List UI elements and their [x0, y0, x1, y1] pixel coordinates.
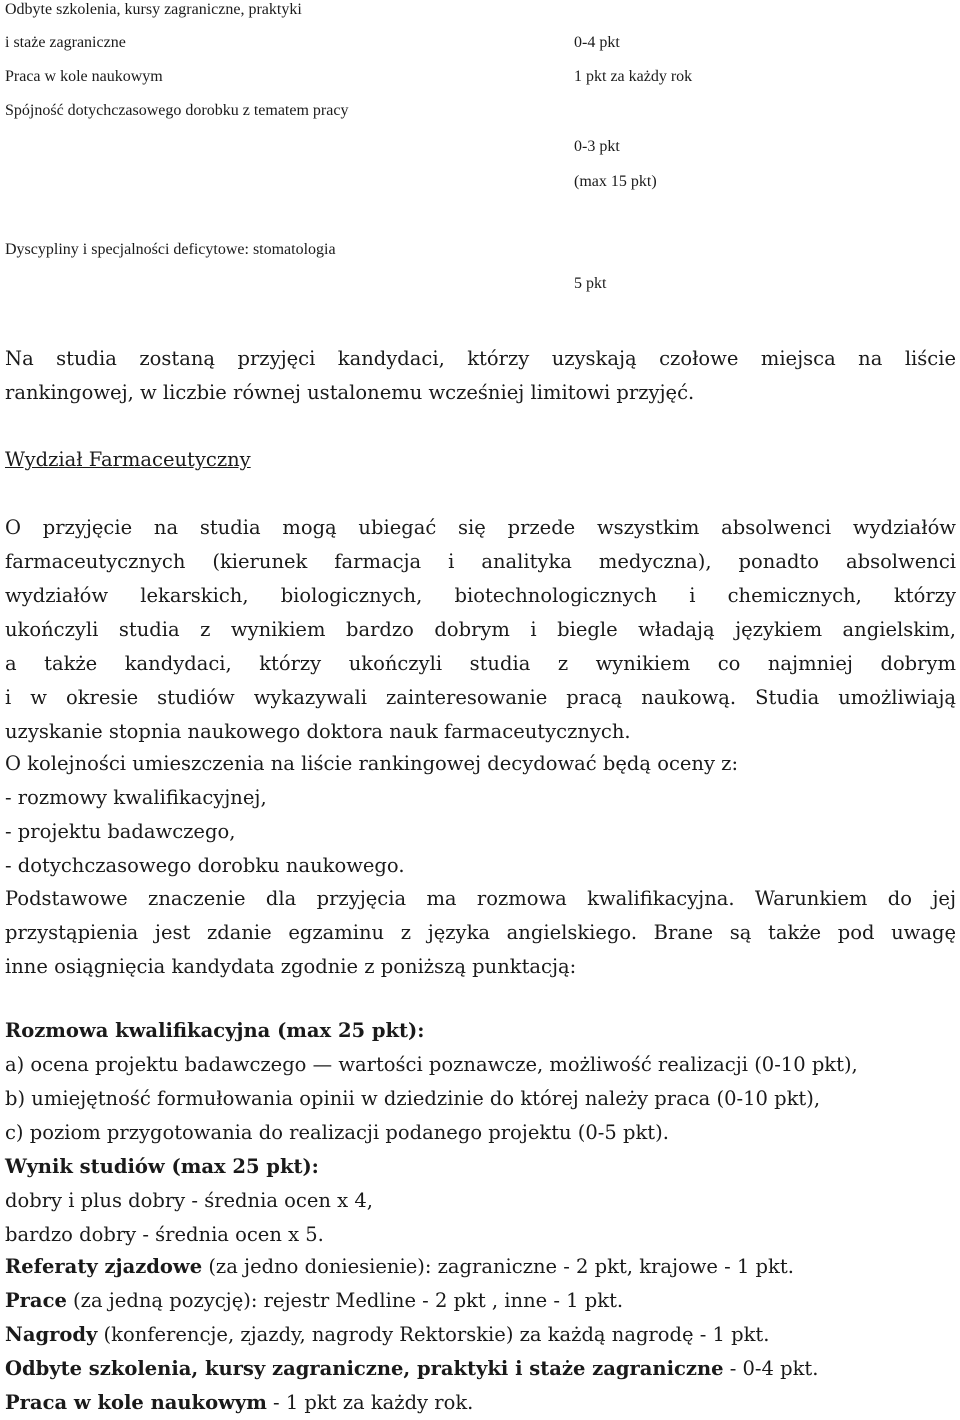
scoring-item-detail: (za jedno doniesienie): zagraniczne - 2 pkt, krajowe - 1 pkt. [202, 1255, 794, 1278]
interview-item: a) ocena projektu badawczego — wartości poznawcze, możliwość realizacji (0-10 pkt), [5, 1053, 858, 1076]
scoring-item-title: Praca w kole naukowym [5, 1391, 267, 1414]
interview-heading: Rozmowa kwalifikacyjna (max 25 pkt): [5, 1019, 425, 1042]
scoring-item [5, 1284, 956, 1318]
ranking-intro: O kolejności umieszczenia na liście rankingowej decydować będą oceny z: [5, 752, 739, 775]
section-heading [5, 443, 956, 477]
criteria-label: Spójność dotychczasowego dorobku z tematem pracy [5, 102, 349, 119]
paragraph-line: farmaceutycznych (kierunek farmacja i analityka medyczna), ponadto absolwenci [5, 550, 956, 573]
interview-item: c) poziom przygotowania do realizacji podanego projektu (0-5 pkt). [5, 1121, 669, 1144]
criteria-label: Praca w kole naukowym [5, 68, 163, 85]
scoring-item-title: Prace [5, 1289, 67, 1312]
admission-intro [5, 342, 956, 410]
scoring-item-detail: (za jedną pozycję): rejestr Medline - 2 pkt , inne - 1 pkt. [66, 1289, 624, 1312]
paragraph-line: a także kandydaci, którzy ukończyli studia z wynikiem co najmniej dobrym [5, 652, 956, 675]
paragraph-line: inne osiągnięcia kandydata zgodnie z poniższą punktacją: [5, 955, 577, 978]
criteria-label: Odbyte szkolenia, kursy zagraniczne, praktyki [5, 1, 302, 18]
criteria-value: 0-3 pkt [574, 138, 620, 155]
interview-paragraph [5, 882, 956, 984]
faculty-heading: Wydział Farmaceutyczny [5, 448, 251, 471]
scoring-item-title: Referaty zjazdowe [5, 1255, 203, 1278]
results-item: bardzo dobry - średnia ocen x 5. [5, 1223, 324, 1246]
scoring-list [5, 1250, 956, 1420]
paragraph-line: Podstawowe znaczenie dla przyjęcia ma rozmowa kwalifikacyjna. Warunkiem do jej [5, 887, 956, 910]
criteria-label: i staże zagraniczne [5, 34, 126, 51]
scoring-item [5, 1318, 956, 1352]
scoring-item [5, 1386, 956, 1420]
ranking-item: - dotychczasowego dorobku naukowego. [5, 854, 405, 877]
scoring-item-detail: - 0-4 pkt. [723, 1357, 819, 1380]
intro-line: Na studia zostaną przyjęci kandydaci, którzy uzyskają czołowe miejsca na liście [5, 347, 956, 370]
results-item: dobry i plus dobry - średnia ocen x 4, [5, 1189, 373, 1212]
scoring-item-detail: - 1 pkt za każdy rok. [266, 1391, 474, 1414]
criteria-value: (max 15 pkt) [574, 173, 657, 190]
scoring-item [5, 1250, 956, 1284]
ranking-item: - rozmowy kwalifikacyjnej, [5, 786, 267, 809]
scoring-item-detail: (konferencje, zjazdy, nagrody Rektorskie) za każdą nagrodę - 1 pkt. [97, 1323, 770, 1346]
interview-item: b) umiejętność formułowania opinii w dziedzinie do której należy praca (0-10 pkt), [5, 1087, 821, 1110]
paragraph-line: ukończyli studia z wynikiem bardzo dobrym i biegle władają językiem angielskim, [5, 618, 956, 641]
scoring-item [5, 1352, 956, 1386]
ranking-item: - projektu badawczego, [5, 820, 236, 843]
scoring-item-title: Nagrody [5, 1323, 98, 1346]
paragraph-line: wydziałów lekarskich, biologicznych, biotechnologicznych i chemicznych, którzy [5, 584, 956, 607]
eligibility-paragraph [5, 511, 956, 749]
scoring-item-title: Odbyte szkolenia, kursy zagraniczne, praktyki i staże zagraniczne [5, 1357, 724, 1380]
criteria-value: 0-4 pkt [574, 34, 620, 51]
paragraph-line: i w okresie studiów wykazywali zainteresowanie pracą naukową. Studia umożliwiają [5, 686, 956, 709]
criteria-value: 5 pkt [574, 275, 607, 292]
results-heading: Wynik studiów (max 25 pkt): [5, 1155, 319, 1178]
interview-section [5, 1014, 956, 1252]
paragraph-line: O przyjęcie na studia mogą ubiegać się przede wszystkim absolwenci wydziałów [5, 516, 956, 539]
paragraph-line: przystąpienia jest zdanie egzaminu z języka angielskiego. Brane są także pod uwagę [5, 921, 956, 944]
criteria-label: Dyscypliny i specjalności deficytowe: stomatologia [5, 241, 336, 258]
criteria-value: 1 pkt za każdy rok [574, 68, 693, 85]
paragraph-line: uzyskanie stopnia naukowego doktora nauk farmaceutycznych. [5, 720, 631, 743]
ranking-criteria [5, 747, 956, 883]
intro-line: rankingowej, w liczbie równej ustalonemu wcześniej limitowi przyjęć. [5, 381, 695, 404]
